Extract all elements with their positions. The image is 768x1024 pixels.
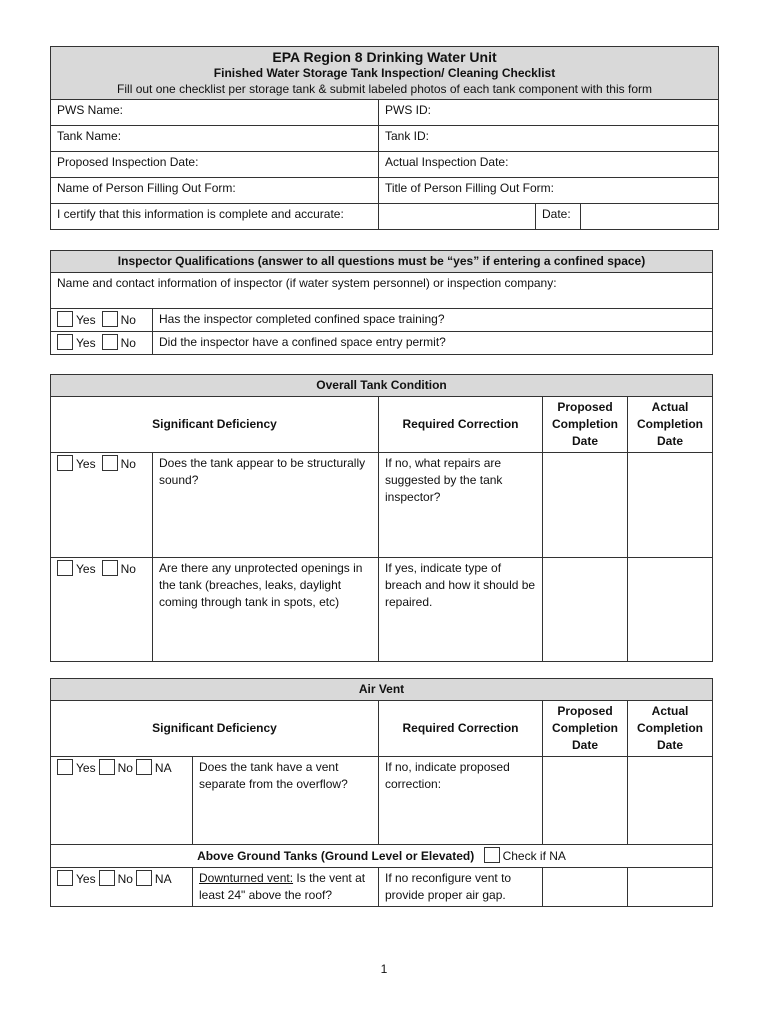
overall-col-actual: Actual Completion Date bbox=[628, 397, 713, 453]
overall-r2-yes-checkbox[interactable] bbox=[57, 560, 73, 576]
above-ground-subheading bbox=[51, 845, 713, 868]
airvent-r2-proposed-date-field[interactable] bbox=[543, 868, 628, 907]
tank-name-field[interactable]: Tank Name: bbox=[51, 126, 379, 152]
airvent-r1-yes-checkbox[interactable] bbox=[57, 759, 73, 775]
overall-r1-correction: If no, what repairs are suggested by the tank inspector? bbox=[379, 453, 543, 558]
overall-r1-proposed-date-field[interactable] bbox=[543, 453, 628, 558]
overall-r2-correction: If yes, indicate type of breach and how it should be repaired. bbox=[379, 558, 543, 662]
airvent-r2-correction: If no reconfigure vent to provide proper air gap. bbox=[379, 868, 543, 907]
pws-name-field[interactable]: PWS Name: bbox=[51, 100, 379, 126]
air-vent-table bbox=[50, 678, 713, 907]
airvent-col-proposed: Proposed Completion Date bbox=[543, 701, 628, 757]
overall-heading: Overall Tank Condition bbox=[51, 375, 713, 397]
overall-r1-options bbox=[51, 453, 153, 558]
q1-yes-checkbox[interactable] bbox=[57, 311, 73, 327]
date-label: Date: bbox=[536, 204, 581, 230]
check-if-na-label: Check if NA bbox=[502, 849, 566, 863]
airvent-r2-options bbox=[51, 868, 193, 907]
form-header bbox=[51, 47, 719, 100]
overall-r2-question: Are there any unprotected openings in the tank (breaches, leaks, daylight coming through tank in spots, etc) bbox=[153, 558, 379, 662]
overall-r1-no-label: No bbox=[120, 457, 136, 471]
certify-label: I certify that this information is complete and accurate: bbox=[51, 204, 379, 230]
airvent-r1-na-checkbox[interactable] bbox=[136, 759, 152, 775]
overall-r2-no-label: No bbox=[120, 562, 136, 576]
overall-r1-question: Does the tank appear to be structurally sound? bbox=[153, 453, 379, 558]
overall-r2-actual-date-field[interactable] bbox=[628, 558, 713, 662]
q2-yes-label: Yes bbox=[76, 336, 96, 350]
q1-options bbox=[51, 309, 153, 332]
airvent-r2-no-checkbox[interactable] bbox=[99, 870, 115, 886]
q1-no-label: No bbox=[120, 313, 136, 327]
overall-col-correction: Required Correction bbox=[379, 397, 543, 453]
overall-r1-yes-label: Yes bbox=[76, 457, 96, 471]
overall-tank-condition-table bbox=[50, 374, 713, 662]
airvent-r1-no-checkbox[interactable] bbox=[99, 759, 115, 775]
overall-r2-yes-label: Yes bbox=[76, 562, 96, 576]
airvent-r2-yes-checkbox[interactable] bbox=[57, 870, 73, 886]
above-ground-label: Above Ground Tanks (Ground Level or Elevated) bbox=[197, 849, 475, 863]
actual-inspection-date-field[interactable]: Actual Inspection Date: bbox=[379, 152, 719, 178]
airvent-r1-options bbox=[51, 757, 193, 845]
airvent-r2-question bbox=[193, 868, 379, 907]
airvent-col-deficiency: Significant Deficiency bbox=[51, 701, 379, 757]
q1-no-checkbox[interactable] bbox=[102, 311, 118, 327]
airvent-r2-na-label: NA bbox=[154, 872, 172, 886]
airvent-r1-actual-date-field[interactable] bbox=[628, 757, 713, 845]
airvent-r2-yes-label: Yes bbox=[76, 872, 96, 886]
airvent-r1-question: Does the tank have a vent separate from the overflow? bbox=[193, 757, 379, 845]
overall-col-proposed: Proposed Completion Date bbox=[543, 397, 628, 453]
inspector-qualifications-table bbox=[50, 250, 713, 355]
airvent-r1-correction-text: If no, indicate proposed correction: bbox=[385, 760, 510, 791]
inspector-contact-field[interactable] bbox=[51, 273, 713, 309]
person-name-field[interactable]: Name of Person Filling Out Form: bbox=[51, 178, 379, 204]
q2-yes-checkbox[interactable] bbox=[57, 334, 73, 350]
signature-field[interactable] bbox=[379, 204, 536, 230]
proposed-inspection-date-field[interactable]: Proposed Inspection Date: bbox=[51, 152, 379, 178]
q1-question: Has the inspector completed confined space training? bbox=[153, 309, 713, 332]
inspector-contact-label: Name and contact information of inspector (if water system personnel) or inspection company: bbox=[57, 276, 557, 290]
form-title: EPA Region 8 Drinking Water Unit bbox=[272, 49, 497, 65]
airvent-r1-correction bbox=[379, 757, 543, 845]
qualifications-heading: Inspector Qualifications (answer to all questions must be “yes” if entering a confined space) bbox=[51, 251, 713, 273]
above-ground-na-checkbox[interactable] bbox=[484, 847, 500, 863]
q2-question: Did the inspector have a confined space entry permit? bbox=[153, 332, 713, 355]
downturned-vent-label: Downturned vent: bbox=[199, 871, 294, 885]
form-info-table bbox=[50, 46, 719, 230]
airvent-r2-actual-date-field[interactable] bbox=[628, 868, 713, 907]
overall-r2-no-checkbox[interactable] bbox=[102, 560, 118, 576]
q2-options bbox=[51, 332, 153, 355]
airvent-col-actual: Actual Completion Date bbox=[628, 701, 713, 757]
airvent-r1-proposed-date-field[interactable] bbox=[543, 757, 628, 845]
airvent-r2-no-label: No bbox=[117, 872, 133, 886]
overall-r1-yes-checkbox[interactable] bbox=[57, 455, 73, 471]
tank-id-field[interactable]: Tank ID: bbox=[379, 126, 719, 152]
air-vent-heading: Air Vent bbox=[51, 679, 713, 701]
page-number: 1 bbox=[380, 962, 388, 976]
overall-r2-options bbox=[51, 558, 153, 662]
date-field[interactable] bbox=[581, 204, 719, 230]
form-subtitle: Finished Water Storage Tank Inspection/ Cleaning Checklist bbox=[213, 66, 556, 80]
overall-col-deficiency: Significant Deficiency bbox=[51, 397, 379, 453]
form-instruction: Fill out one checklist per storage tank & submit labeled photos of each tank component with this form bbox=[117, 82, 652, 96]
q1-yes-label: Yes bbox=[76, 313, 96, 327]
overall-r1-no-checkbox[interactable] bbox=[102, 455, 118, 471]
overall-r2-proposed-date-field[interactable] bbox=[543, 558, 628, 662]
q2-no-checkbox[interactable] bbox=[102, 334, 118, 350]
airvent-r2-question-text: Is the vent at least 24" above the roof? bbox=[199, 871, 366, 902]
q2-no-label: No bbox=[120, 336, 136, 350]
airvent-r1-no-label: No bbox=[117, 761, 133, 775]
pws-id-field[interactable]: PWS ID: bbox=[379, 100, 719, 126]
airvent-r1-na-label: NA bbox=[154, 761, 172, 775]
person-title-field[interactable]: Title of Person Filling Out Form: bbox=[379, 178, 719, 204]
overall-r1-actual-date-field[interactable] bbox=[628, 453, 713, 558]
airvent-col-correction: Required Correction bbox=[379, 701, 543, 757]
airvent-r2-na-checkbox[interactable] bbox=[136, 870, 152, 886]
airvent-r1-yes-label: Yes bbox=[76, 761, 96, 775]
